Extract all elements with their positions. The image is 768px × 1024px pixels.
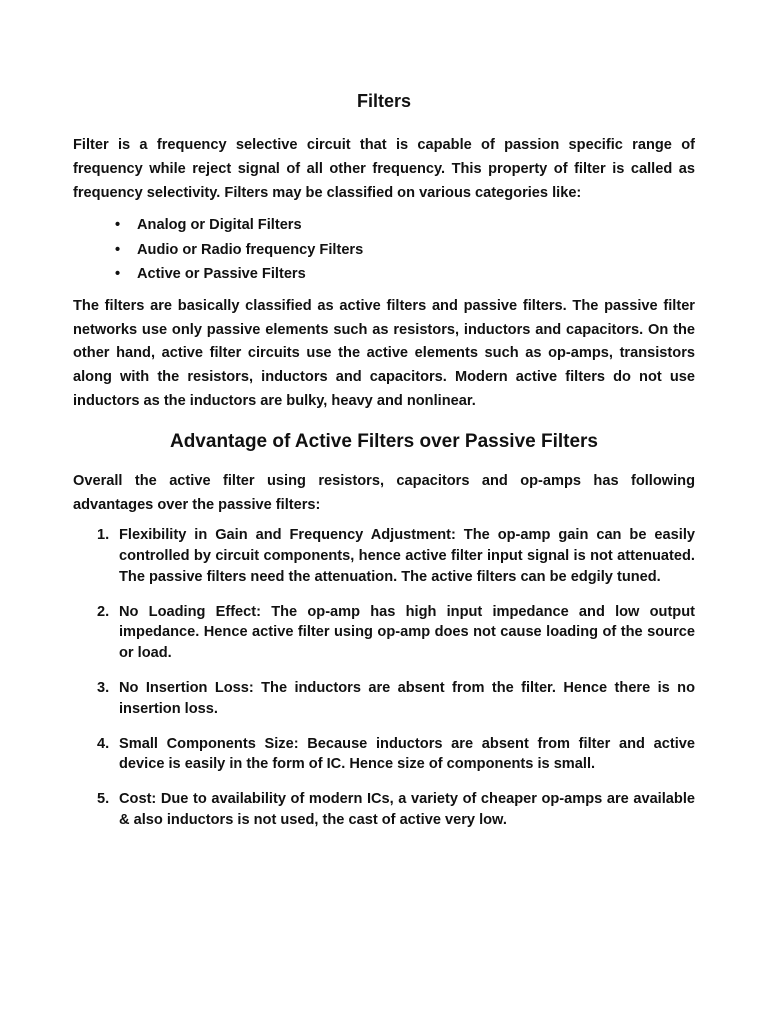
list-item-text: No Loading Effect: The op-amp has high input impedance and low output impedance. Hence active filter using op-amp does not cause loading of the source or load. xyxy=(119,603,695,661)
list-item xyxy=(73,678,695,719)
classification-paragraph: The filters are basically classified as active filters and passive filters. The passive filter networks use only passive elements such as resistors, inductors and capacitors. On the other hand, active filter circuits use the active elements such as op-amps, transistors along with the resistors, inductors and capacitors. Modern active filters do not use inductors as the inductors are bulky, heavy and nonlinear. xyxy=(73,297,695,410)
document-title: Filters xyxy=(356,91,412,111)
document-page xyxy=(73,88,695,845)
list-number: 3. xyxy=(97,680,110,697)
list-item xyxy=(73,525,695,587)
list-number: 5. xyxy=(97,791,110,808)
bullet-icon: • xyxy=(115,241,121,258)
list-item-text: Flexibility in Gain and Frequency Adjustment: The op-amp gain can be easily controlled by circuit components, hence active filter input signal is not attenuated. The passive filters need the attenuation. The active filters can be edgily tuned. xyxy=(119,527,695,585)
list-item xyxy=(73,262,695,287)
list-item-text: Audio or Radio frequency Filters xyxy=(137,241,364,258)
list-item xyxy=(73,213,695,238)
list-item xyxy=(73,789,695,830)
list-item xyxy=(73,734,695,775)
list-item-text: Cost: Due to availability of modern ICs, a variety of cheaper op-amps are available & also inductors is not used, the cast of active very low. xyxy=(119,791,695,828)
bullet-icon: • xyxy=(115,266,121,283)
list-item-text: No Insertion Loss: The inductors are absent from the filter. Hence there is no insertion loss. xyxy=(119,680,695,717)
section-intro-paragraph: Overall the active filter using resistors, capacitors and op-amps has following advantages over the passive filters: xyxy=(73,472,695,513)
list-item xyxy=(73,238,695,263)
list-item-text: Active or Passive Filters xyxy=(137,266,306,283)
list-item xyxy=(73,602,695,664)
list-item-text: Small Components Size: Because inductors are absent from filter and active device is easily in the form of IC. Hence size of components is small. xyxy=(119,735,695,773)
list-item-text: Analog or Digital Filters xyxy=(137,217,302,234)
list-number: 1. xyxy=(97,527,110,544)
bullet-icon: • xyxy=(115,217,121,234)
advantages-list xyxy=(73,525,695,830)
intro-paragraph: Filter is a frequency selective circuit that is capable of passion specific range of frequency while reject signal of all other frequency. This property of filter is called as frequency selectivity. Filters may be classified on various categories like: xyxy=(73,137,695,201)
list-number: 4. xyxy=(97,735,110,752)
categories-list xyxy=(73,213,695,287)
list-number: 2. xyxy=(97,603,110,620)
section-heading: Advantage of Active Filters over Passive Filters xyxy=(169,430,599,452)
